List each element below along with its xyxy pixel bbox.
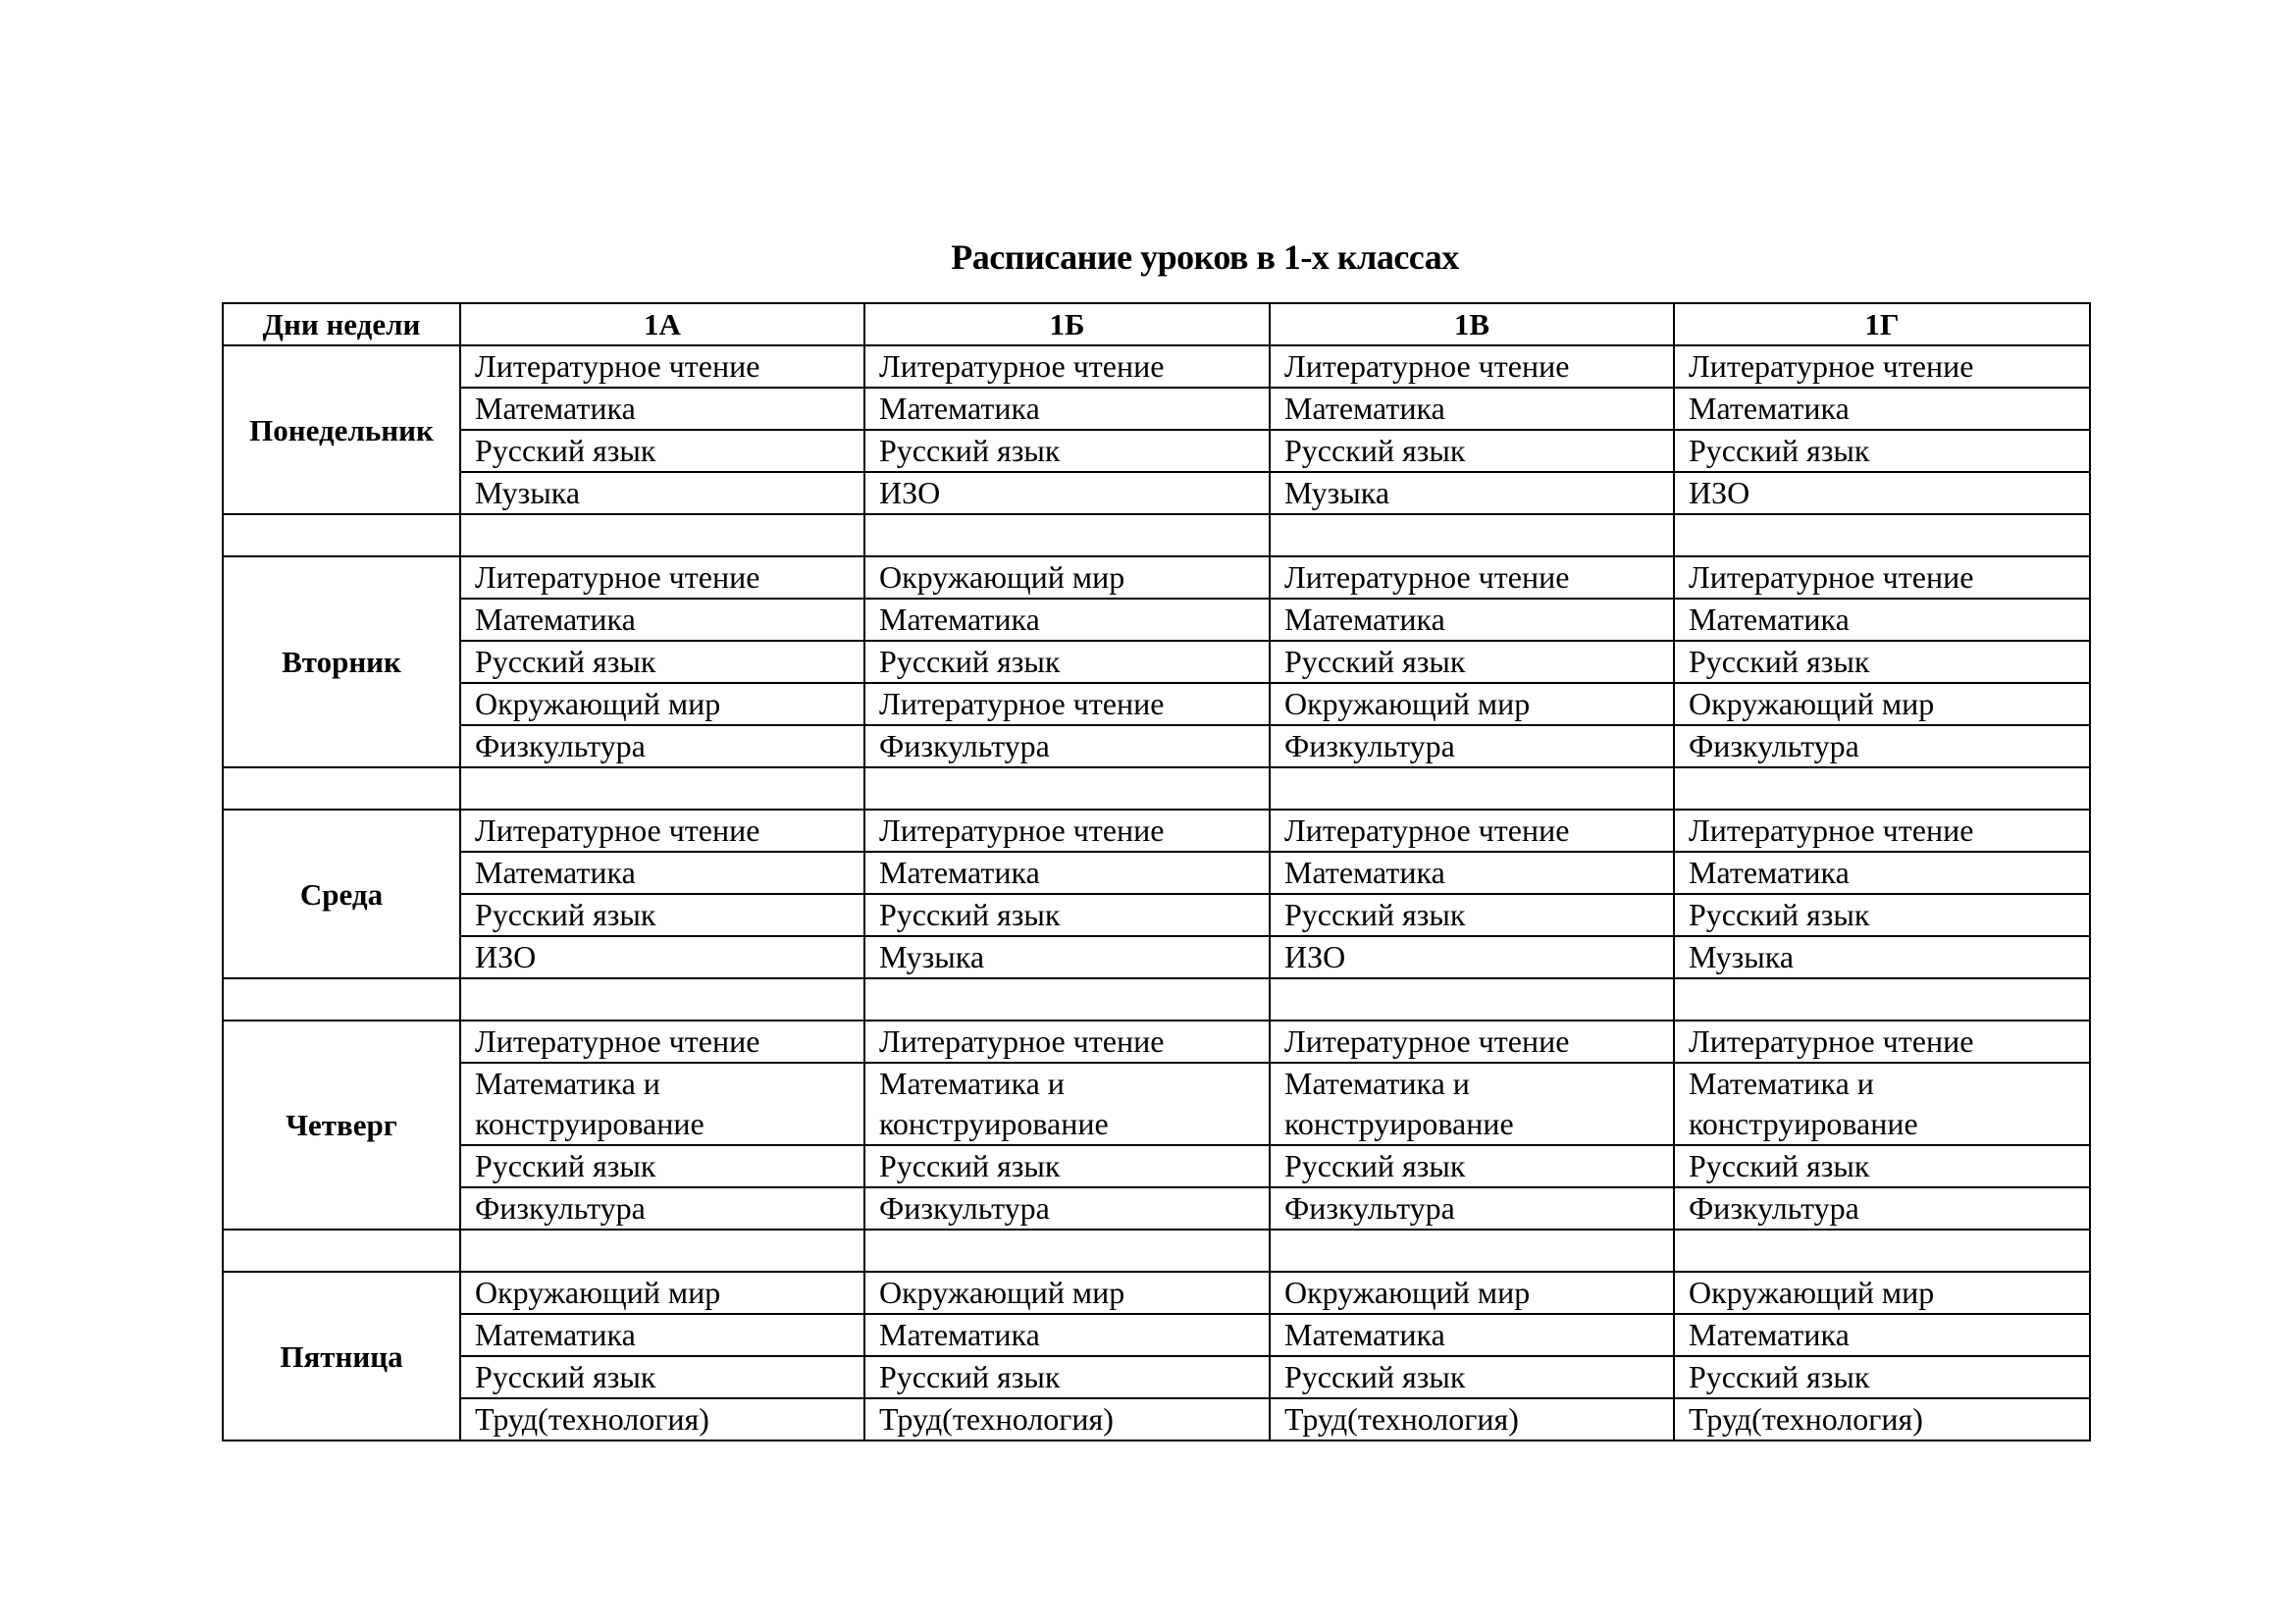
empty-cell (1270, 1230, 1674, 1272)
lesson-cell-1b: Русский язык (864, 1145, 1270, 1187)
empty-cell (460, 767, 864, 810)
lesson-cell-1a: Русский язык (460, 894, 864, 936)
lesson-cell-1b: Русский язык (864, 430, 1270, 472)
spacer-row (223, 514, 2090, 556)
lesson-cell-1a: Литературное чтение (460, 345, 864, 388)
lesson-cell-1a: ИЗО (460, 936, 864, 978)
lesson-cell-1v: Литературное чтение (1270, 1021, 1674, 1063)
lesson-cell-1a: Математика (460, 1314, 864, 1356)
lesson-cell-1a: Русский язык (460, 430, 864, 472)
day-name-cell: Среда (223, 810, 460, 978)
empty-cell (460, 978, 864, 1021)
lesson-cell-1v: Русский язык (1270, 894, 1674, 936)
header-class-1g: 1Г (1674, 303, 2090, 345)
spacer-row (223, 767, 2090, 810)
lesson-cell-1g: Литературное чтение (1674, 1021, 2090, 1063)
empty-cell (1674, 978, 2090, 1021)
header-class-1a: 1А (460, 303, 864, 345)
lesson-cell-1v: Математика (1270, 388, 1674, 430)
lesson-row (223, 683, 2090, 725)
lesson-cell-1b: Математика (864, 388, 1270, 430)
lesson-cell-1a: Окружающий мир (460, 1272, 864, 1314)
lesson-cell-1g: Русский язык (1674, 1145, 2090, 1187)
lesson-cell-1b: Литературное чтение (864, 1021, 1270, 1063)
day-name-cell: Понедельник (223, 345, 460, 514)
lesson-row (223, 1356, 2090, 1398)
lesson-cell-1v: Окружающий мир (1270, 683, 1674, 725)
schedule-table (222, 302, 2091, 1441)
empty-cell (864, 978, 1270, 1021)
lesson-row (223, 345, 2090, 388)
lesson-cell-1b: Окружающий мир (864, 1272, 1270, 1314)
lesson-cell-1a: Окружающий мир (460, 683, 864, 725)
lesson-cell-1g: Математика (1674, 388, 2090, 430)
lesson-cell-1b: Русский язык (864, 894, 1270, 936)
empty-cell (1270, 767, 1674, 810)
day-name-cell: Четверг (223, 1021, 460, 1230)
schedule-body (223, 345, 2090, 1441)
lesson-cell-1g: Окружающий мир (1674, 1272, 2090, 1314)
lesson-cell-1g: Математика и конструирование (1674, 1063, 2090, 1145)
lesson-row (223, 1187, 2090, 1230)
lesson-cell-1g: Литературное чтение (1674, 345, 2090, 388)
lesson-cell-1a: Литературное чтение (460, 556, 864, 599)
header-class-1v: 1В (1270, 303, 1674, 345)
lesson-cell-1g: Физкультура (1674, 725, 2090, 767)
lesson-cell-1a: Музыка (460, 472, 864, 514)
empty-cell (223, 514, 460, 556)
lesson-cell-1a: Труд(технология) (460, 1398, 864, 1441)
lesson-cell-1a: Математика (460, 388, 864, 430)
lesson-cell-1g: Физкультура (1674, 1187, 2090, 1230)
lesson-cell-1v: Математика и конструирование (1270, 1063, 1674, 1145)
lesson-cell-1a: Русский язык (460, 1356, 864, 1398)
lesson-cell-1b: Математика (864, 599, 1270, 641)
lesson-cell-1b: Музыка (864, 936, 1270, 978)
day-name-cell: Пятница (223, 1272, 460, 1441)
lesson-cell-1b: Литературное чтение (864, 345, 1270, 388)
lesson-row (223, 810, 2090, 852)
lesson-row (223, 641, 2090, 683)
lesson-cell-1a: Русский язык (460, 641, 864, 683)
lesson-cell-1b: Математика и конструирование (864, 1063, 1270, 1145)
empty-cell (864, 767, 1270, 810)
day-name-cell: Вторник (223, 556, 460, 767)
empty-cell (1674, 1230, 2090, 1272)
header-class-1b: 1Б (864, 303, 1270, 345)
empty-cell (223, 767, 460, 810)
lesson-cell-1v: Русский язык (1270, 641, 1674, 683)
lesson-cell-1v: Физкультура (1270, 1187, 1674, 1230)
lesson-row (223, 894, 2090, 936)
lesson-cell-1b: Русский язык (864, 1356, 1270, 1398)
lesson-row (223, 430, 2090, 472)
empty-cell (223, 978, 460, 1021)
header-days-of-week: Дни недели (223, 303, 460, 345)
lesson-cell-1b: Труд(технология) (864, 1398, 1270, 1441)
lesson-cell-1v: Математика (1270, 852, 1674, 894)
lesson-cell-1v: Окружающий мир (1270, 1272, 1674, 1314)
lesson-cell-1a: Математика и конструирование (460, 1063, 864, 1145)
lesson-cell-1a: Физкультура (460, 1187, 864, 1230)
empty-cell (1270, 978, 1674, 1021)
lesson-row (223, 725, 2090, 767)
lesson-cell-1b: Математика (864, 852, 1270, 894)
lesson-cell-1a: Математика (460, 599, 864, 641)
lesson-cell-1g: Русский язык (1674, 430, 2090, 472)
lesson-cell-1v: Математика (1270, 1314, 1674, 1356)
lesson-row (223, 1021, 2090, 1063)
lesson-row (223, 599, 2090, 641)
lesson-row (223, 1145, 2090, 1187)
lesson-cell-1b: Литературное чтение (864, 810, 1270, 852)
empty-cell (460, 514, 864, 556)
lesson-cell-1g: Окружающий мир (1674, 683, 2090, 725)
lesson-cell-1g: Литературное чтение (1674, 556, 2090, 599)
lesson-cell-1g: Русский язык (1674, 1356, 2090, 1398)
lesson-cell-1g: Русский язык (1674, 894, 2090, 936)
lesson-cell-1g: Литературное чтение (1674, 810, 2090, 852)
empty-cell (223, 1230, 460, 1272)
lesson-cell-1a: Литературное чтение (460, 1021, 864, 1063)
lesson-cell-1b: Окружающий мир (864, 556, 1270, 599)
lesson-row (223, 1314, 2090, 1356)
empty-cell (1674, 767, 2090, 810)
lesson-cell-1v: Русский язык (1270, 1145, 1674, 1187)
lesson-cell-1g: Математика (1674, 599, 2090, 641)
lesson-cell-1v: ИЗО (1270, 936, 1674, 978)
header-row (223, 303, 2090, 345)
lesson-cell-1g: Труд(технология) (1674, 1398, 2090, 1441)
lesson-cell-1v: Литературное чтение (1270, 556, 1674, 599)
lesson-cell-1v: Литературное чтение (1270, 810, 1674, 852)
lesson-row (223, 472, 2090, 514)
lesson-cell-1a: Физкультура (460, 725, 864, 767)
spacer-row (223, 978, 2090, 1021)
lesson-row (223, 1063, 2090, 1145)
lesson-cell-1v: Физкультура (1270, 725, 1674, 767)
lesson-cell-1b: Математика (864, 1314, 1270, 1356)
empty-cell (864, 514, 1270, 556)
lesson-cell-1v: Труд(технология) (1270, 1398, 1674, 1441)
lesson-cell-1g: ИЗО (1674, 472, 2090, 514)
lesson-cell-1g: Русский язык (1674, 641, 2090, 683)
lesson-cell-1b: Русский язык (864, 641, 1270, 683)
lesson-cell-1v: Музыка (1270, 472, 1674, 514)
lesson-cell-1a: Русский язык (460, 1145, 864, 1187)
page-title: Расписание уроков в 1-х классах (951, 237, 1459, 277)
lesson-row (223, 1398, 2090, 1441)
lesson-row (223, 936, 2090, 978)
lesson-cell-1v: Математика (1270, 599, 1674, 641)
lesson-cell-1v: Русский язык (1270, 1356, 1674, 1398)
spacer-row (223, 1230, 2090, 1272)
lesson-cell-1b: Физкультура (864, 725, 1270, 767)
lesson-row (223, 1272, 2090, 1314)
lesson-cell-1a: Литературное чтение (460, 810, 864, 852)
empty-cell (864, 1230, 1270, 1272)
lesson-cell-1b: Литературное чтение (864, 683, 1270, 725)
empty-cell (1674, 514, 2090, 556)
lesson-cell-1v: Русский язык (1270, 430, 1674, 472)
lesson-cell-1g: Музыка (1674, 936, 2090, 978)
lesson-cell-1a: Математика (460, 852, 864, 894)
lesson-cell-1g: Математика (1674, 852, 2090, 894)
lesson-cell-1b: Физкультура (864, 1187, 1270, 1230)
lesson-cell-1b: ИЗО (864, 472, 1270, 514)
empty-cell (460, 1230, 864, 1272)
lesson-row (223, 852, 2090, 894)
empty-cell (1270, 514, 1674, 556)
lesson-cell-1v: Литературное чтение (1270, 345, 1674, 388)
lesson-row (223, 556, 2090, 599)
lesson-row (223, 388, 2090, 430)
lesson-cell-1g: Математика (1674, 1314, 2090, 1356)
